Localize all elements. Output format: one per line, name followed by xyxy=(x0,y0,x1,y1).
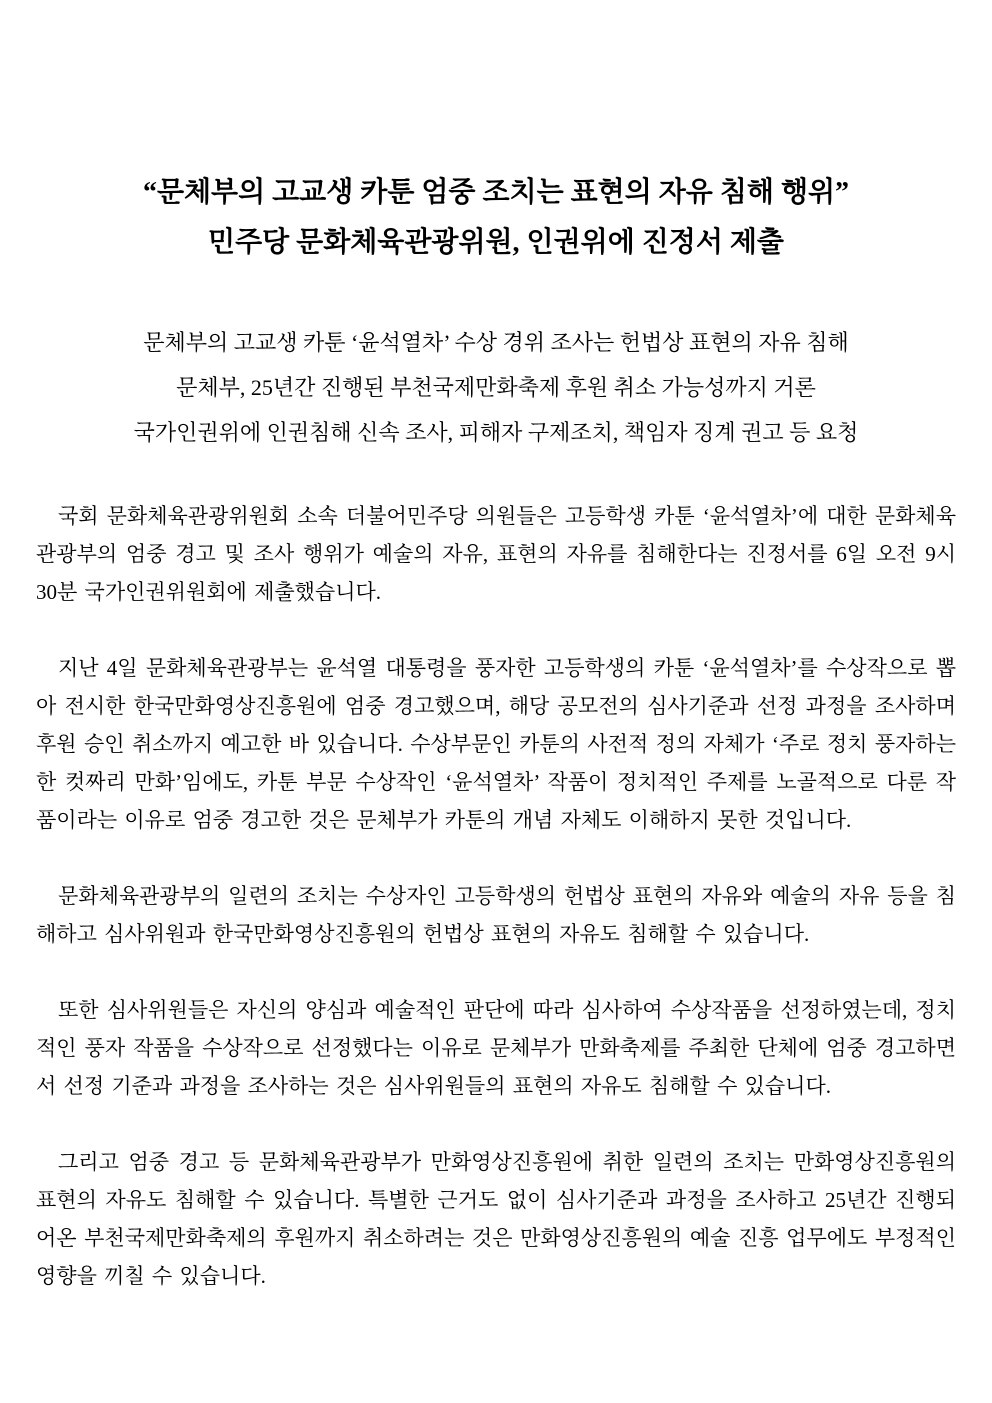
paragraph-1: 국회 문화체육관광위원회 소속 더불어민주당 의원들은 고등학생 카툰 ‘윤석열차’에 대한 문화체육관광부의 엄중 경고 및 조사 행위가 예술의 자유, 표현의 자유를 침해한다는 진정서를 6일 오전 9시 30분 국가인권위원회에 제출했습니다. xyxy=(36,504,956,604)
document-title xyxy=(36,168,956,268)
subtitle-line-1: 문체부의 고교생 카툰 ‘윤석열차’ 수상 경위 조사는 헌법상 표현의 자유 침해 xyxy=(143,330,849,355)
title-line-2: 민주당 문화체육관광위원, 인권위에 진정서 제출 xyxy=(208,227,784,258)
paragraph-2: 지난 4일 문화체육관광부는 윤석열 대통령을 풍자한 고등학생의 카툰 ‘윤석열차’를 수상작으로 뽑아 전시한 한국만화영상진흥원에 엄중 경고했으며, 해당 공모전의 심사기준과 선정 과정을 조사하며 후원 승인 취소까지 예고한 바 있습니다. 수상부문인 카툰의 사전적 정의 자체가 ‘주로 정치 풍자하는 한 컷짜리 만화’임에도, 카툰 부문 수상작인 ‘윤석열차’ 작품이 정치적인 주제를 노골적으로 다룬 작품이라는 이유로 엄중 경고한 것은 문체부가 카툰의 개념 자체도 이해하지 못한 것입니다. xyxy=(36,656,956,832)
subtitle-line-3: 국가인권위에 인권침해 신속 조사, 피해자 구제조치, 책임자 징계 권고 등 요청 xyxy=(133,420,859,445)
document-subtitle xyxy=(36,320,956,455)
paragraph-4: 또한 심사위원들은 자신의 양심과 예술적인 판단에 따라 심사하여 수상작품을 선정하였는데, 정치적인 풍자 작품을 수상작으로 선정했다는 이유로 문체부가 만화축제를 주최한 단체에 엄중 경고하면서 선정 기준과 과정을 조사하는 것은 심사위원들의 표현의 자유도 침해할 수 있습니다. xyxy=(36,998,956,1098)
paragraph-5: 그리고 엄중 경고 등 문화체육관광부가 만화영상진흥원에 취한 일련의 조치는 만화영상진흥원의 표현의 자유도 침해할 수 있습니다. 특별한 근거도 없이 심사기준과 과정을 조사하고 25년간 진행되어온 부천국제만화축제의 후원까지 취소하려는 것은 만화영상진흥원의 예술 진흥 업무에도 부정적인 영향을 끼칠 수 있습니다. xyxy=(36,1150,956,1288)
paragraph-3: 문화체육관광부의 일련의 조치는 수상자인 고등학생의 헌법상 표현의 자유와 예술의 자유 등을 침해하고 심사위원과 한국만화영상진흥원의 헌법상 표현의 자유도 침해할 수 있습니다. xyxy=(36,884,956,946)
subtitle-line-2: 문체부, 25년간 진행된 부천국제만화축제 후원 취소 가능성까지 거론 xyxy=(176,375,816,400)
title-line-1: “문체부의 고교생 카툰 엄중 조치는 표현의 자유 침해 행위” xyxy=(142,177,850,208)
document-body xyxy=(36,497,956,1295)
